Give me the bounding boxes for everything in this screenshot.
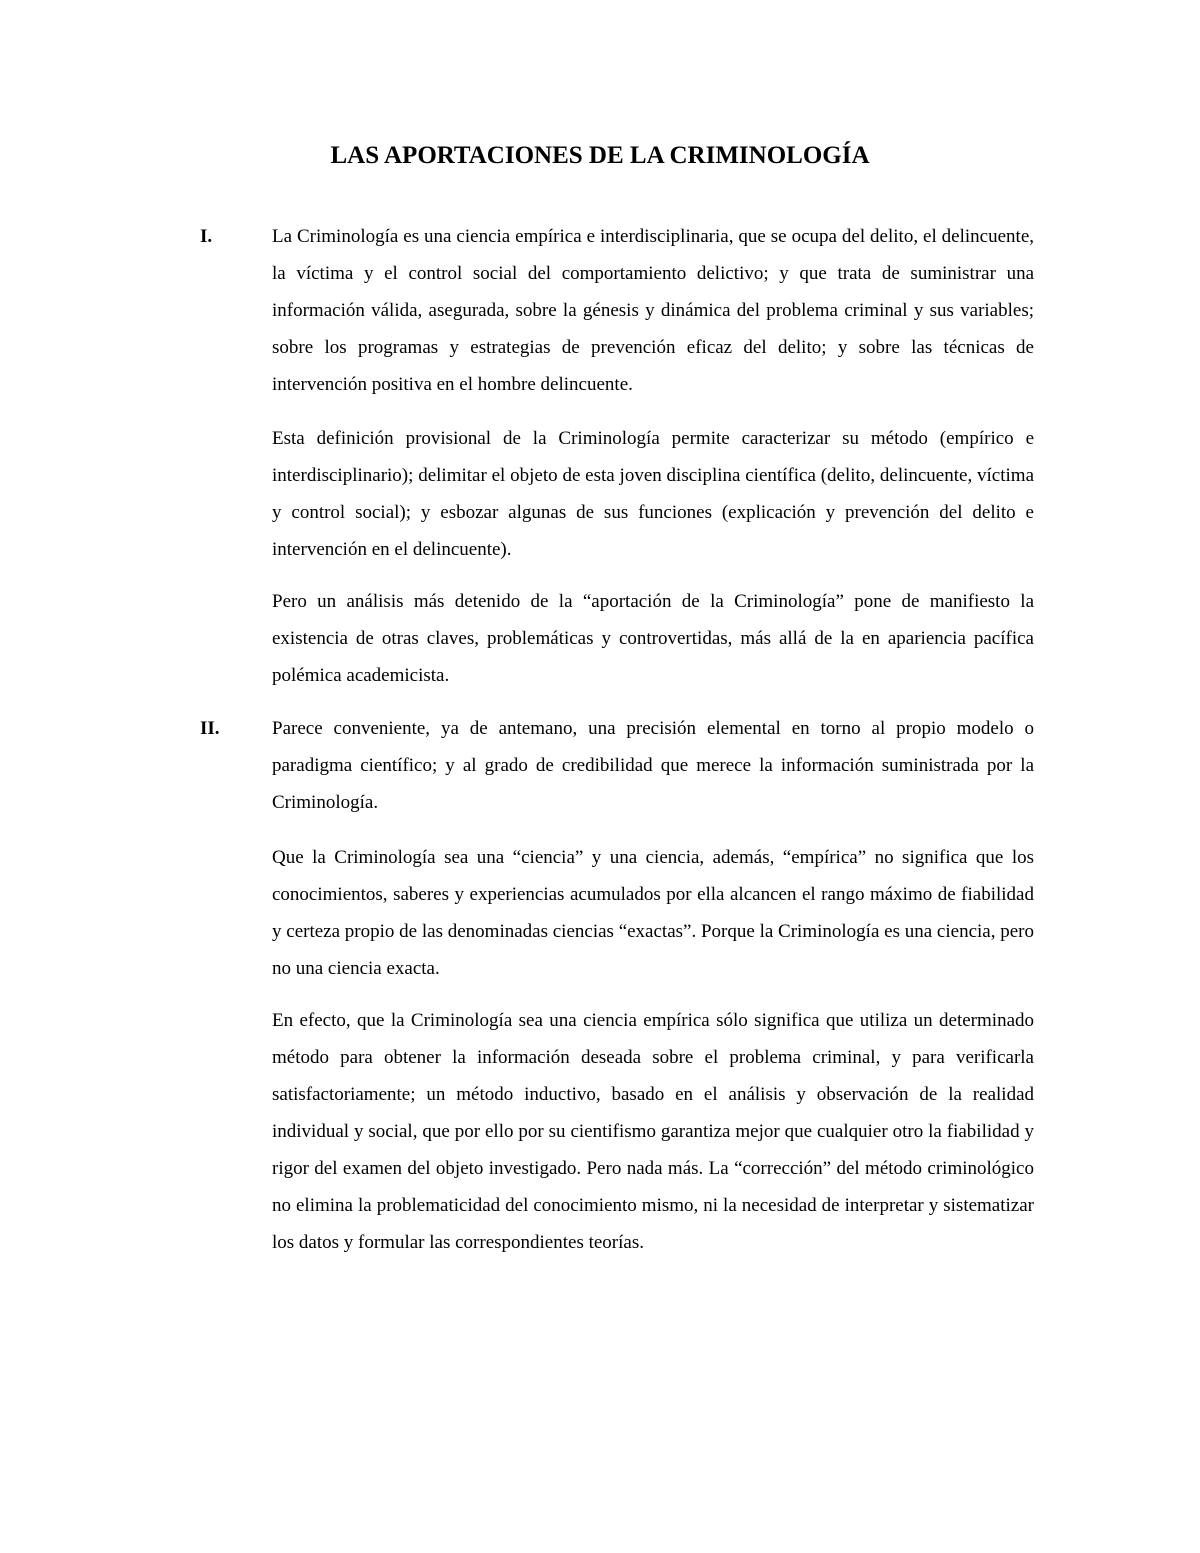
section-2-paragraph-3: En efecto, que la Criminología sea una ciencia empírica sólo significa que utiliza un determinado método para obtener la información deseada sobre el problema criminal, y para verificarla satisfactoriamente; un método inductivo, basado en el análisis y observación de la realidad individual y social, que por ello por su cientifismo garantiza mejor que cualquier otro la fiabilidad y rigor del examen del objeto investigado. Pero nada más. La “corrección” del método criminológico no elimina la problematicidad del conocimiento mismo, ni la necesidad de interpretar y sistematizar los datos y formular las correspondientes teorías. bbox=[272, 1010, 1034, 1253]
section-2-paragraph-2: Que la Criminología sea una “ciencia” y una ciencia, además, “empírica” no significa que los conocimientos, saberes y experiencias acumulados por ella alcancen el rango máximo de fiabilidad y certeza propio de las denominadas ciencias “exactas”. Porque la Criminología es una ciencia, pero no una ciencia exacta. bbox=[272, 847, 1034, 979]
section-1-paragraph-3: Pero un análisis más detenido de la “aportación de la Criminología” pone de manifiesto la existencia de otras claves, problemáticas y controvertidas, más allá de la en apariencia pacífica polémica academicista. bbox=[272, 591, 1034, 686]
section-numeral: II. bbox=[200, 718, 220, 739]
section-1-paragraph-2: Esta definición provisional de la Criminología permite caracterizar su método (empírico e interdisciplinario); delimitar el objeto de esta joven disciplina científica (delito, delincuente, víctima y control social); y esbozar algunas de sus funciones (explicación y prevención del delito e intervención en el delincuente). bbox=[272, 428, 1034, 560]
section-numeral: I. bbox=[200, 226, 213, 247]
section-2-paragraph-1: Parece conveniente, ya de antemano, una precisión elemental en torno al propio modelo o paradigma científico; y al grado de credibilidad que merece la información suministrada por la Criminología. bbox=[272, 718, 1034, 813]
section-1-paragraph-1: La Criminología es una ciencia empírica e interdisciplinaria, que se ocupa del delito, el delincuente, la víctima y el control social del comportamiento delictivo; y que trata de suministrar una información válida, asegurada, sobre la génesis y dinámica del problema criminal y sus variables; sobre los programas y estrategias de prevención eficaz del delito; y sobre las técnicas de intervención positiva en el hombre delincuente. bbox=[272, 226, 1034, 395]
document-title: LAS APORTACIONES DE LA CRIMINOLOGÍA bbox=[330, 142, 870, 169]
